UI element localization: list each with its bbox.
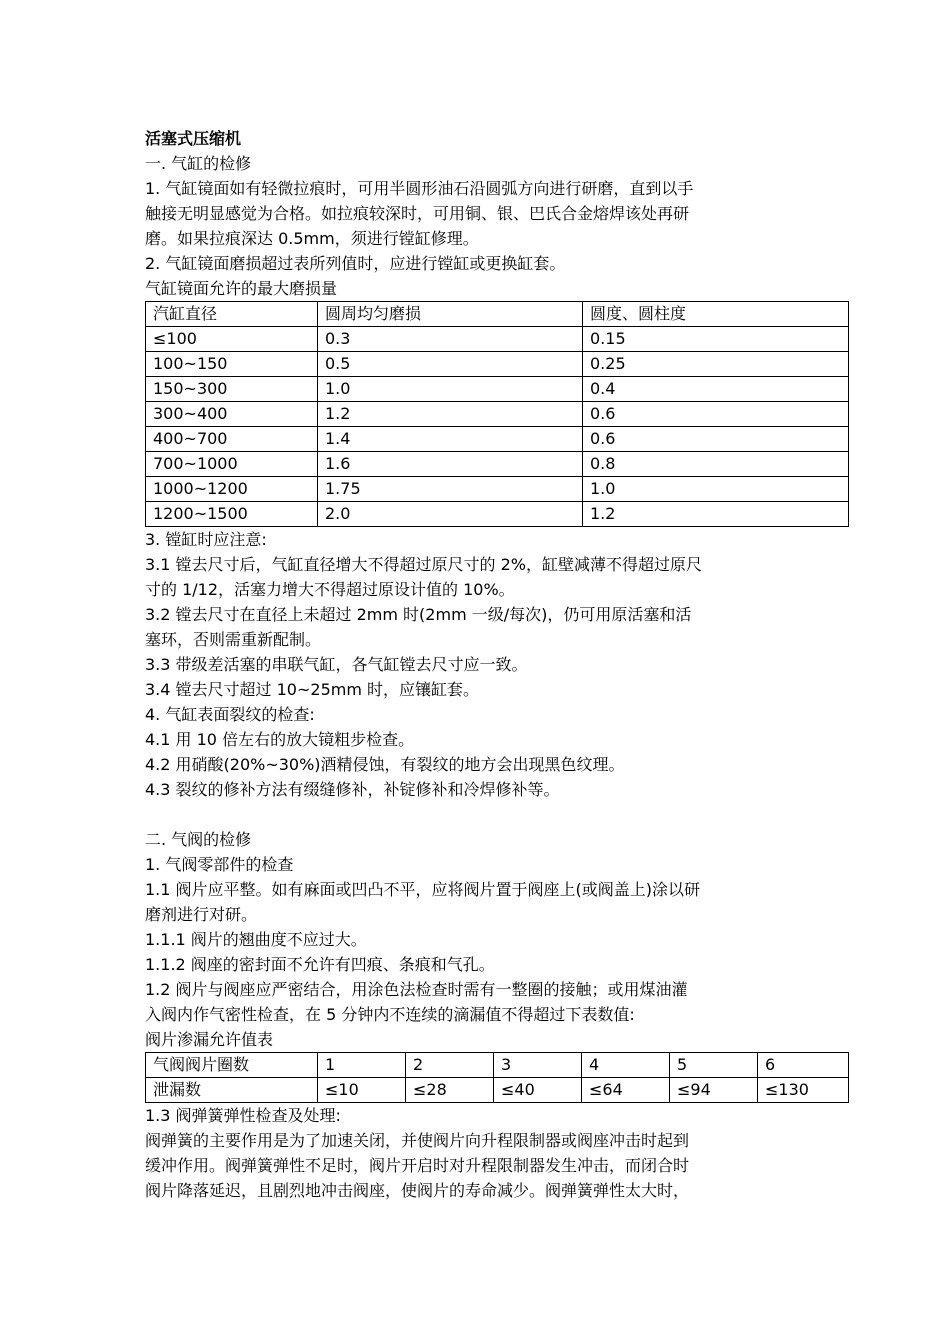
section-heading: 二. 气阀的检修	[145, 830, 252, 849]
table-cell: 0.4	[583, 377, 849, 402]
table-header-row	[146, 302, 849, 327]
table-cell: 1.4	[318, 427, 583, 452]
paragraph-line: 阀片降落延迟，且剧烈地冲击阀座，使阀片的寿命减少。阀弹簧弹性太大时，	[145, 1181, 690, 1200]
paragraph-line: 阀弹簧的主要作用是为了加速关闭，并使阀片向升程限制器或阀座冲击时起到	[145, 1131, 690, 1150]
table-cell: 1.0	[583, 477, 849, 502]
paragraph-line: 寸的 1/12，活塞力增大不得超过原设计值的 10%。	[145, 580, 515, 599]
table-cell: 400~700	[146, 427, 318, 452]
table-cell: 0.6	[583, 402, 849, 427]
paragraph-line: 3.2 镗去尺寸在直径上未超过 2mm 时(2mm 一级/每次)，仍可用原活塞和活	[145, 605, 692, 624]
paragraph-line: 塞环，否则需重新配制。	[145, 630, 322, 649]
table-cell: ≤10	[318, 1078, 406, 1103]
table-row	[146, 327, 849, 352]
table-cell: 2	[406, 1053, 494, 1078]
paragraph-line: 4.2 用硝酸(20%~30%)酒精侵蚀，有裂纹的地方会出现黑色纹理。	[145, 755, 625, 774]
table-caption: 气缸镜面允许的最大磨损量	[145, 279, 338, 298]
table-header-cell: 圆周均匀磨损	[318, 302, 583, 327]
table-row	[146, 377, 849, 402]
table-caption: 阀片渗漏允许值表	[145, 1030, 274, 1049]
paragraph-line: 1.3 阀弹簧弹性检查及处理:	[145, 1106, 341, 1125]
table-row	[146, 1078, 849, 1103]
paragraph-line: 1.2 阀片与阀座应严密结合，用涂色法检查时需有一整圈的接触；或用煤油灌	[145, 980, 688, 999]
table-row	[146, 352, 849, 377]
table-cell: 0.5	[318, 352, 583, 377]
table-cell: ≤100	[146, 327, 318, 352]
paragraph-line: 触接无明显感觉为合格。如拉痕较深时，可用铜、银、巴氏合金熔焊该处再研	[145, 204, 690, 223]
table-cell: 0.25	[583, 352, 849, 377]
paragraph-line: 2. 气缸镜面磨损超过表所列值时，应进行镗缸或更换缸套。	[145, 254, 566, 273]
table-row	[146, 452, 849, 477]
paragraph-line: 1.1.1 阀片的翘曲度不应过大。	[145, 930, 367, 949]
valve-leak-table	[145, 1052, 849, 1103]
table-cell: 1.75	[318, 477, 583, 502]
section-heading: 一. 气缸的检修	[145, 154, 252, 173]
table-cell: 150~300	[146, 377, 318, 402]
table-cell: 0.8	[583, 452, 849, 477]
paragraph-line: 1. 气阀零部件的检查	[145, 855, 294, 874]
paragraph-line: 入阀内作气密性检查，在 5 分钟内不连续的滴漏值不得超过下表数值:	[145, 1005, 635, 1024]
table-header-cell: 圆度、圆柱度	[583, 302, 849, 327]
paragraph-line: 磨剂进行对研。	[145, 905, 258, 924]
table-cell: 700~1000	[146, 452, 318, 477]
table-cell: 1.2	[318, 402, 583, 427]
table-cell: 气阀阀片圈数	[146, 1053, 318, 1078]
table-row	[146, 402, 849, 427]
wear-limit-table	[145, 301, 849, 527]
table-row	[146, 1053, 849, 1078]
blank-line	[145, 802, 850, 827]
table-row	[146, 427, 849, 452]
table-cell: 5	[670, 1053, 758, 1078]
table-cell: 2.0	[318, 502, 583, 527]
paragraph-line: 1. 气缸镜面如有轻微拉痕时，可用半圆形油石沿圆弧方向进行研磨，直到以手	[145, 179, 694, 198]
paragraph-line: 3. 镗缸时应注意:	[145, 530, 267, 549]
paragraph-line: 1.1 阀片应平整。如有麻面或凹凸不平，应将阀片置于阀座上(或阀盖上)涂以研	[145, 880, 701, 899]
table-cell: 300~400	[146, 402, 318, 427]
table-cell: 1000~1200	[146, 477, 318, 502]
table-cell: 0.6	[583, 427, 849, 452]
table-cell: 0.15	[583, 327, 849, 352]
table-row	[146, 477, 849, 502]
table-cell: 1.2	[583, 502, 849, 527]
table-cell: 1.0	[318, 377, 583, 402]
table-header-cell: 汽缸直径	[146, 302, 318, 327]
table-cell: 6	[758, 1053, 849, 1078]
document-title: 活塞式压缩机	[145, 129, 242, 148]
table-cell: ≤64	[582, 1078, 670, 1103]
document-page	[145, 126, 850, 1203]
table-row	[146, 502, 849, 527]
table-cell: 0.3	[318, 327, 583, 352]
paragraph-line: 3.4 镗去尺寸超过 10~25mm 时，应镶缸套。	[145, 680, 480, 699]
table-cell: ≤28	[406, 1078, 494, 1103]
paragraph-line: 1.1.2 阀座的密封面不允许有凹痕、条痕和气孔。	[145, 955, 495, 974]
table-cell: 1200~1500	[146, 502, 318, 527]
table-cell: 1	[318, 1053, 406, 1078]
paragraph-line: 3.3 带级差活塞的串联气缸，各气缸镗去尺寸应一致。	[145, 655, 528, 674]
table-cell: 100~150	[146, 352, 318, 377]
paragraph-line: 磨。如果拉痕深达 0.5mm，须进行镗缸修理。	[145, 229, 479, 248]
table-cell: ≤40	[494, 1078, 582, 1103]
paragraph-line: 4.1 用 10 倍左右的放大镜粗步检查。	[145, 730, 415, 749]
table-cell: 泄漏数	[146, 1078, 318, 1103]
paragraph-line: 4. 气缸表面裂纹的检查:	[145, 705, 315, 724]
paragraph-line: 3.1 镗去尺寸后，气缸直径增大不得超过原尺寸的 2%，缸壁减薄不得超过原尺	[145, 555, 703, 574]
paragraph-line: 缓冲作用。阀弹簧弹性不足时，阀片开启时对升程限制器发生冲击，而闭合时	[145, 1156, 690, 1175]
table-cell: 1.6	[318, 452, 583, 477]
table-cell: 4	[582, 1053, 670, 1078]
paragraph-line: 4.3 裂纹的修补方法有缀缝修补，补锭修补和冷焊修补等。	[145, 780, 560, 799]
table-cell: ≤94	[670, 1078, 758, 1103]
table-cell: 3	[494, 1053, 582, 1078]
table-cell: ≤130	[758, 1078, 849, 1103]
